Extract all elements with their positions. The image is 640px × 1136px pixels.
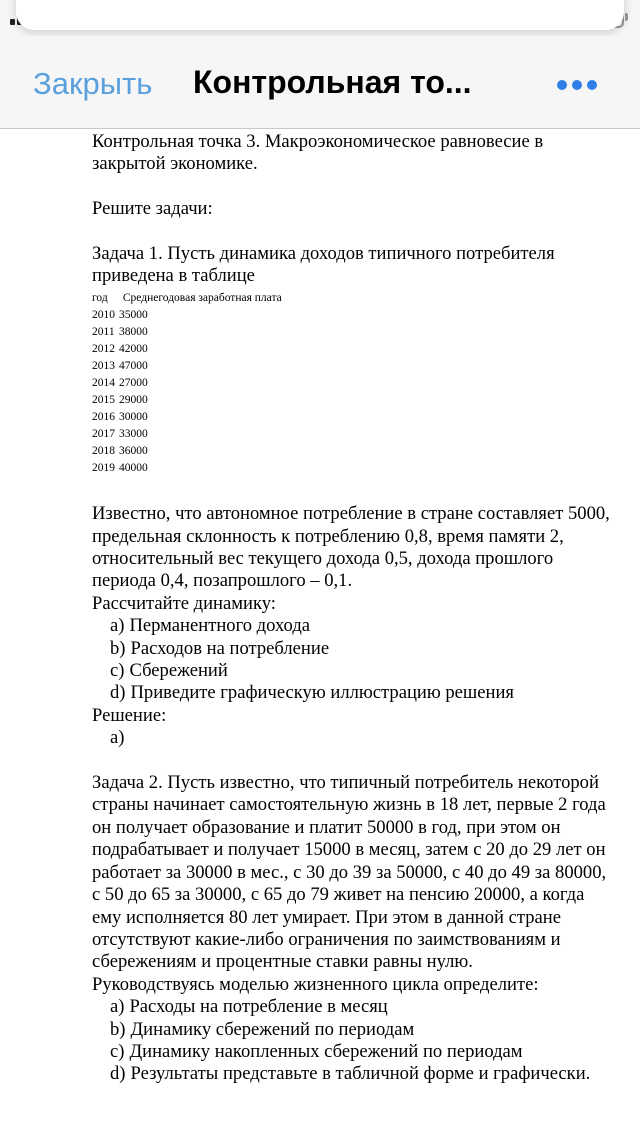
table-row [92,426,612,443]
table-cell-salary: 38000 [119,325,148,338]
list-item-text: Приведите графическую иллюстрацию решения [130,682,514,704]
table-row [92,460,612,477]
table-cell-year: 2010 [92,308,115,321]
more-options-icon[interactable] [557,80,597,90]
table-header-row [92,290,612,307]
list-item [92,615,612,637]
list-item [92,1041,612,1063]
table-cell-year: 2019 [92,461,115,474]
list-item-text: Сбережений [129,660,228,682]
document-title: Контрольная то... [193,64,472,100]
table-cell-salary: 47000 [119,359,148,372]
list-item-text: Расходов на потребление [130,637,330,659]
solution-item: a) [110,727,125,749]
table-cell-salary: 27000 [119,376,148,389]
document-heading: Контрольная точка 3. Макроэкономическое равновесие в закрытой экономике. [92,131,544,175]
table-row [92,341,612,358]
table-row [92,409,612,426]
task1-calc-prompt: Рассчитайте динамику: [92,592,276,614]
task2-statement: Задача 2. Пусть известно, что типичный потребитель некоторой страны начинает самостоятельную жизнь в 18 лет, первые 2 года он получает образование и платит 50000 в год, при этом он подрабатывает и получает 15000 в месяц, затем с 20 до 29 лет он работает за 30000 в мес., с 30 до 39 за 50000, с 40 до 49 за 80000, с 50 до 65 за 30000, с 65 до 79 живет на пенсию 20000, а когда ему исполняется 80 лет умирает. При этом в данной стране отсутствуют какие-либо ограничения по заимствованиям и сбережениям и процентные ставки равны нулю. [92,772,607,973]
list-item [92,1019,612,1041]
table-row [92,375,612,392]
task1-conditions: Известно, что автономное потребление в стране составляет 5000, предельная склонность к потреблению 0,8, время памяти 2, относительный вес текущего дохода 0,5, дохода прошлого периода 0,4, позапрошлого – 0,1. [92,503,610,592]
task2-prompt: Руководствуясь моделью жизненного цикла определите: [92,973,539,995]
table-cell-year: 2014 [92,376,115,389]
list-item [92,682,612,704]
task1-statement: Задача 1. Пусть динамика доходов типичного потребителя приведена в таблице [92,243,555,287]
navigation-bar [0,36,640,129]
list-item-label: d) [110,1063,126,1085]
table-header-salary: Среднегодовая заработная плата [122,291,282,304]
intro-text: Решите задачи: [92,198,213,220]
close-button[interactable]: Закрыть [33,66,153,101]
list-item [92,638,612,660]
solution-label: Решение: [92,704,167,726]
table-row [92,324,612,341]
list-item-label: b) [110,637,126,659]
table-cell-salary: 40000 [119,461,148,474]
income-table [92,290,612,477]
table-row [92,392,612,409]
list-item-text: Результаты представьте в табличной форме и графически. [130,1063,591,1085]
notification-banner[interactable] [16,0,624,30]
table-row [92,443,612,460]
document-body [92,131,612,1086]
table-cell-year: 2016 [92,410,115,423]
list-item-label: c) [110,660,125,682]
table-cell-salary: 36000 [119,444,148,457]
list-item-label: a) [110,996,125,1018]
list-item-label: a) [110,615,125,637]
list-item [92,1063,612,1085]
list-item-text: Динамику накопленных сбережений по периодам [129,1040,523,1062]
table-cell-salary: 35000 [119,308,148,321]
list-item-label: c) [110,1040,125,1062]
table-cell-salary: 29000 [119,393,148,406]
status-bar [0,0,640,36]
list-item-label: b) [110,1018,126,1040]
table-cell-year: 2015 [92,393,115,406]
table-cell-year: 2018 [92,444,115,457]
table-cell-year: 2013 [92,359,115,372]
list-item-label: d) [110,682,126,704]
list-item-text: Расходы на потребление в месяц [129,996,388,1018]
table-header-year: год [92,291,108,304]
list-item [92,996,612,1018]
table-cell-year: 2012 [92,342,115,355]
list-item-text: Перманентного дохода [129,615,311,637]
table-row [92,358,612,375]
table-cell-salary: 42000 [119,342,148,355]
table-cell-salary: 33000 [119,427,148,440]
table-cell-year: 2011 [92,325,115,338]
table-row [92,307,612,324]
table-cell-year: 2017 [92,427,115,440]
list-item-text: Динамику сбережений по периодам [130,1018,415,1040]
list-item [92,660,612,682]
table-cell-salary: 30000 [119,410,148,423]
